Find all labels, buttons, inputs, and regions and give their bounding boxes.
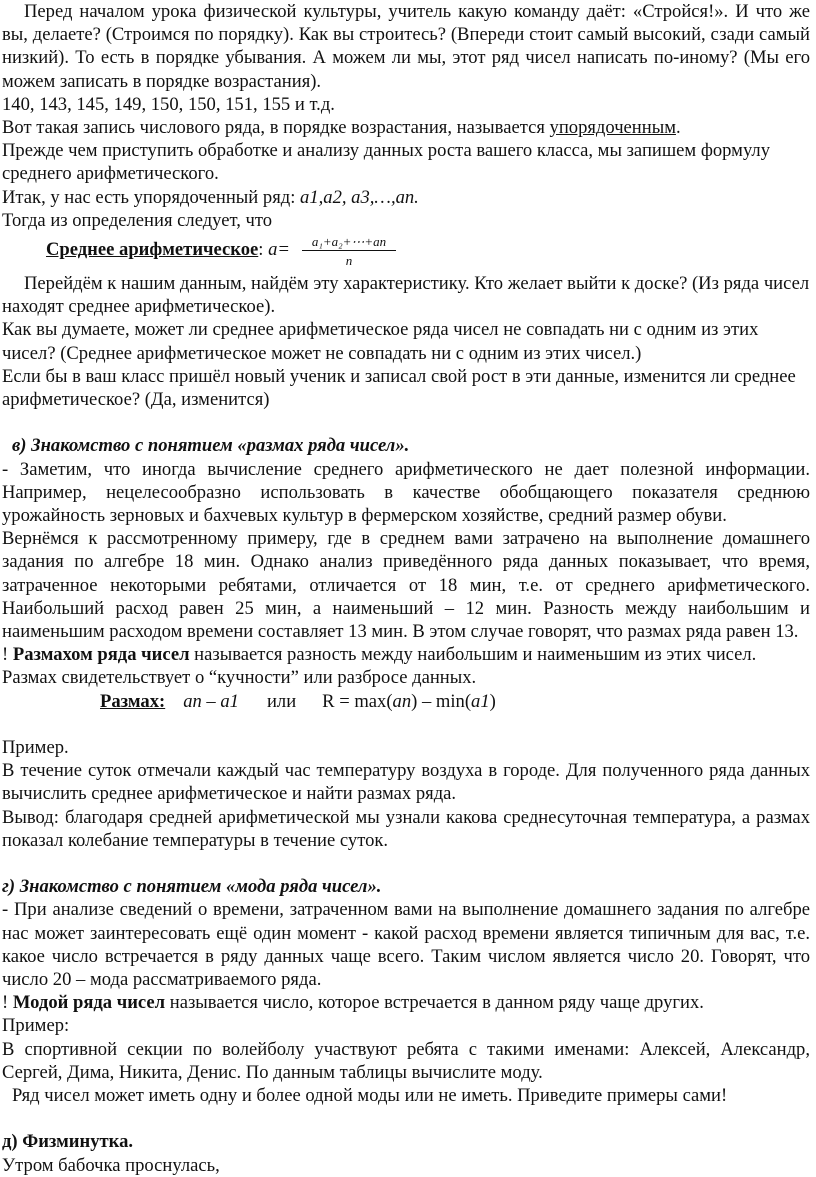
text-segment: называется число, которое встречается в данном ряду чаще других.	[165, 992, 704, 1014]
spacer	[2, 1107, 810, 1130]
find-mean-paragraph: Перейдём к нашим данным, найдём эту характеристику. Кто желает выйти к доске? (Из ряда чисел находят среднее арифметическое).	[2, 273, 810, 318]
formula-or: или	[266, 690, 297, 712]
term-ordered: упорядоченным	[549, 117, 676, 139]
example-label: Пример:	[2, 1015, 70, 1037]
exclamation-mark: !	[2, 644, 13, 666]
mode-intro-paragraph: - При анализе сведений о времени, затраченном вами на выполнение домашнего задания по алгебре нас может заинтересовать ещё один момент - какой расход времени является типичным для вас, т.е. какое число встречается в ряду данных чаще всего. Таким числом является число 20. Говорят, что число 20 – мода рассматриваемого ряда.	[2, 899, 810, 991]
section-heading-exercise: д) Физминутка.	[2, 1131, 134, 1153]
mean-formula-intro: Прежде чем приступить обработке и анализу данных роста вашего класса, мы запишем формулу среднего арифметического.	[2, 140, 771, 185]
definition-follows: Тогда из определения следует, что	[2, 209, 273, 231]
mean-term: Среднее арифметическое	[46, 239, 259, 261]
temperature-example: В течение суток отмечали каждый час температуру воздуха в городе. Для полученного ряда данных вычислить среднее арифметическое и найти размах ряда.	[2, 760, 810, 805]
range-definition	[2, 643, 810, 666]
mean-formula-label	[46, 238, 290, 261]
text-segment: Итак, у нас есть упорядоченный ряд:	[2, 186, 301, 208]
text-segment: Вот такая запись числового ряда, в порядке возрастания, называется	[2, 117, 550, 139]
formula-an: an	[183, 690, 202, 712]
range-term: Размахом ряда чисел	[12, 644, 190, 666]
formula-r-a1: a1	[471, 690, 490, 712]
range-example-paragraph: Вернёмся к рассмотренному примеру, где в среднем вами затрачено на выполнение домашнего задания по алгебре 18 мин. Однако анализ приведённого ряда данных показывает, что время, затраченное некоторыми ребятами, отличается от 18 мин, т.е. от среднего арифметического. Наибольший расход равен 25 мин, а наименьший – 12 мин. Разность между наибольшим и наименьшим расходом времени составляет 13 мин. В этом случае говорят, что размах ряда равен 13.	[2, 528, 810, 643]
range-formula	[2, 690, 810, 713]
spacer	[2, 411, 810, 434]
mode-definition	[2, 991, 810, 1014]
number-series: 140, 143, 145, 149, 150, 150, 151, 155 и т.д.	[2, 93, 335, 115]
example-label: Пример.	[2, 737, 69, 759]
formula-r: R = max(	[322, 690, 393, 712]
poem-line: Утром бабочка проснулась,	[2, 1154, 220, 1176]
fraction-numerator: a₁+a₂+⋯+an	[302, 234, 396, 251]
mean-formula	[2, 232, 810, 272]
range-meaning: Размах свидетельствует о “кучности” или разбросе данных.	[2, 667, 477, 689]
text-segment: называется разность между наибольшим и наименьшим из этих чисел.	[189, 644, 757, 666]
section-heading-mode: г) Знакомство с понятием «мода ряда чисел».	[2, 876, 382, 898]
exclamation-mark: !	[2, 992, 13, 1014]
mode-task: Ряд чисел может иметь одну и более одной моды или не иметь. Приведите примеры сами!	[12, 1085, 728, 1107]
mean-fraction	[302, 234, 396, 268]
formula-r-end: )	[489, 690, 496, 712]
volleyball-example: В спортивной секции по волейболу участвуют ребята с такими именами: Алексей, Александр, Сергей, Дима, Никита, Денис. По данным таблицы вычислите моду.	[2, 1038, 810, 1083]
mean-question-paragraph: Как вы думаете, может ли среднее арифметическое ряда чисел не совпадать ни с одним из этих чисел? (Среднее арифметическое может не совпадать ни с одним из этих чисел.)	[2, 319, 759, 364]
range-formula-label: Размах:	[100, 690, 166, 712]
mode-term: Модой ряда чисел	[12, 992, 166, 1014]
spacer	[2, 713, 810, 736]
formula-minus: –	[201, 690, 221, 712]
ordered-definition-paragraph	[2, 116, 810, 139]
spacer	[2, 852, 810, 875]
conclusion-paragraph: Вывод: благодаря средней арифметической мы узнали какова среднесуточная температура, а размах показал колебание температуры в течение суток.	[2, 806, 810, 851]
fraction-denominator: n	[345, 253, 353, 269]
text-segment: .	[675, 117, 681, 139]
section-heading-range: в) Знакомство с понятием «размах ряда чисел».	[12, 435, 410, 457]
new-student-paragraph: Если бы в ваш класс пришёл новый ученик и записал свой рост в эти данные, изменится ли среднее арифметическое? (Да, изменится)	[2, 365, 796, 411]
range-intro-paragraph: - Заметим, что иногда вычисление среднего арифметического не дает полезной информации. Например, нецелесообразно использовать в качестве обобщающего показателя среднюю урожайность зерновых и бахчевых культур в фермерском хозяйстве, средний размер обуви.	[2, 458, 810, 527]
formula-r-mid: ) – min(	[411, 690, 472, 712]
ordered-series-paragraph	[2, 186, 810, 209]
series-notation: a1,a2, a3,…,an.	[300, 186, 419, 208]
formula-r-an: an	[392, 690, 412, 712]
formula-a1: a1	[220, 690, 239, 712]
colon: :	[258, 239, 269, 261]
formula-lhs: a=	[268, 239, 290, 261]
intro-paragraph: Перед началом урока физической культуры, учитель какую команду даёт: «Стройся!». И что же вы, делаете? (Строимся по порядку). Как вы строитесь? (Впереди стоит самый высокий, сзади самый низкий). То есть в порядке убывания. А можем ли мы, этот ряд чисел написать по-иному? (Мы его можем записать в порядке возрастания).	[2, 1, 810, 92]
